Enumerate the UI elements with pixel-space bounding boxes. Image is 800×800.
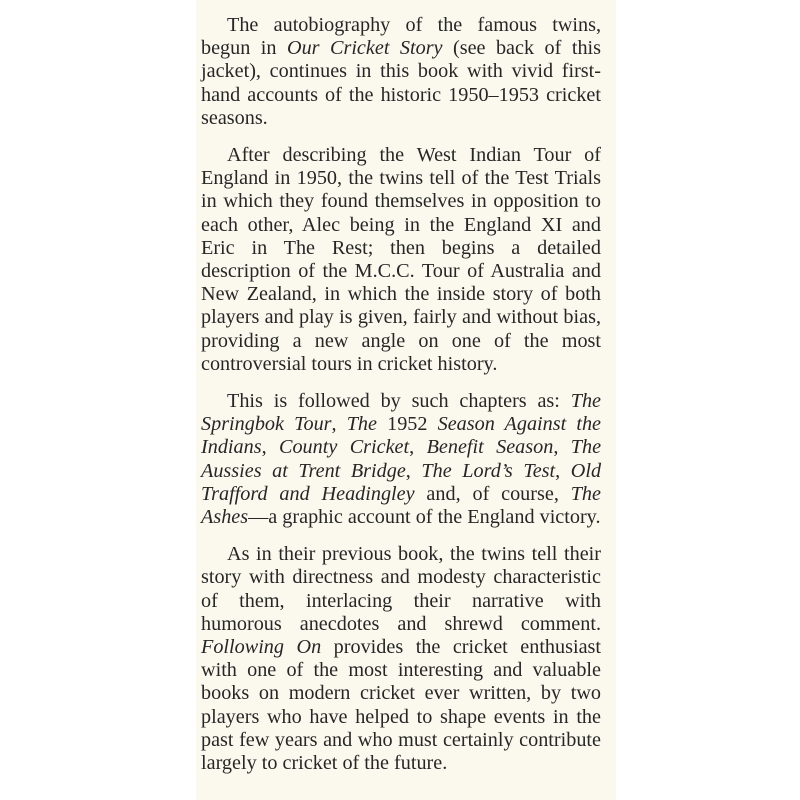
chapter-title: The [346,413,377,436]
chapter-title: Benefit Season [426,436,554,459]
chapter-title: The Aussies at Trent Bridge [201,436,602,482]
text-run: (see back of this jacket), continues in this book with vivid first-hand accounts of the historic 1950–1953 cricket seasons. [201,37,602,129]
text-run: This is followed by such chapters as: [227,390,571,413]
blurb-text [201,14,601,789]
text-run: The autobiography of the famous twins, begun in [201,14,601,60]
text-run: 1952 [376,413,438,436]
chapter-title: County Cricket [279,436,410,459]
blurb-paragraph-4 [201,543,601,775]
text-run: , [261,436,279,459]
text-run: , [555,459,571,482]
blurb-paragraph-2 [201,144,601,376]
text-run: , [405,459,422,482]
text-run: , [409,436,427,459]
text-run: , [553,436,571,459]
text-run: , [331,413,347,436]
chapter-title: The Lord’s Test [421,459,556,482]
blurb-paragraph-3 [201,390,601,529]
chapter-title: Old Trafford and Headingley [201,459,602,505]
book-title-following-on: Following On [201,636,322,659]
text-run: After describing the West Indian Tour of England in 1950, the twins tell of the Test Trials in which they found themselves in opposition to each other, Alec being in the England XI and Eric in The Rest; then begins a detailed description of the M.C.C. Tour of Australia and New Zealand, in which the inside story of both players and play is given, fairly and without bias, providing a new angle on one of the most controversial tours in cricket history. [201,144,601,375]
chapter-title: The Ashes [201,482,601,529]
text-run: and, of course, [414,482,571,505]
text-run: —a graphic account of the England victory. [248,506,601,529]
blurb-paragraph-1 [201,14,601,130]
text-run: provides the cricket enthusiast with one of the most interesting and valuable books on modern cricket ever written, by two players who have helped to shape events in the past few years and who must certainly contribute largely to cricket of the future. [201,636,601,775]
text-run: As in their previous book, the twins tell their story with directness and modesty characteristic of them, interlacing their narrative with humorous anecdotes and shrewd comment. [201,543,601,635]
book-title-our-cricket-story: Our Cricket Story [287,37,443,60]
chapter-title: The Springbok Tour [201,390,601,436]
chapter-title: Season Against the Indians [201,413,602,459]
